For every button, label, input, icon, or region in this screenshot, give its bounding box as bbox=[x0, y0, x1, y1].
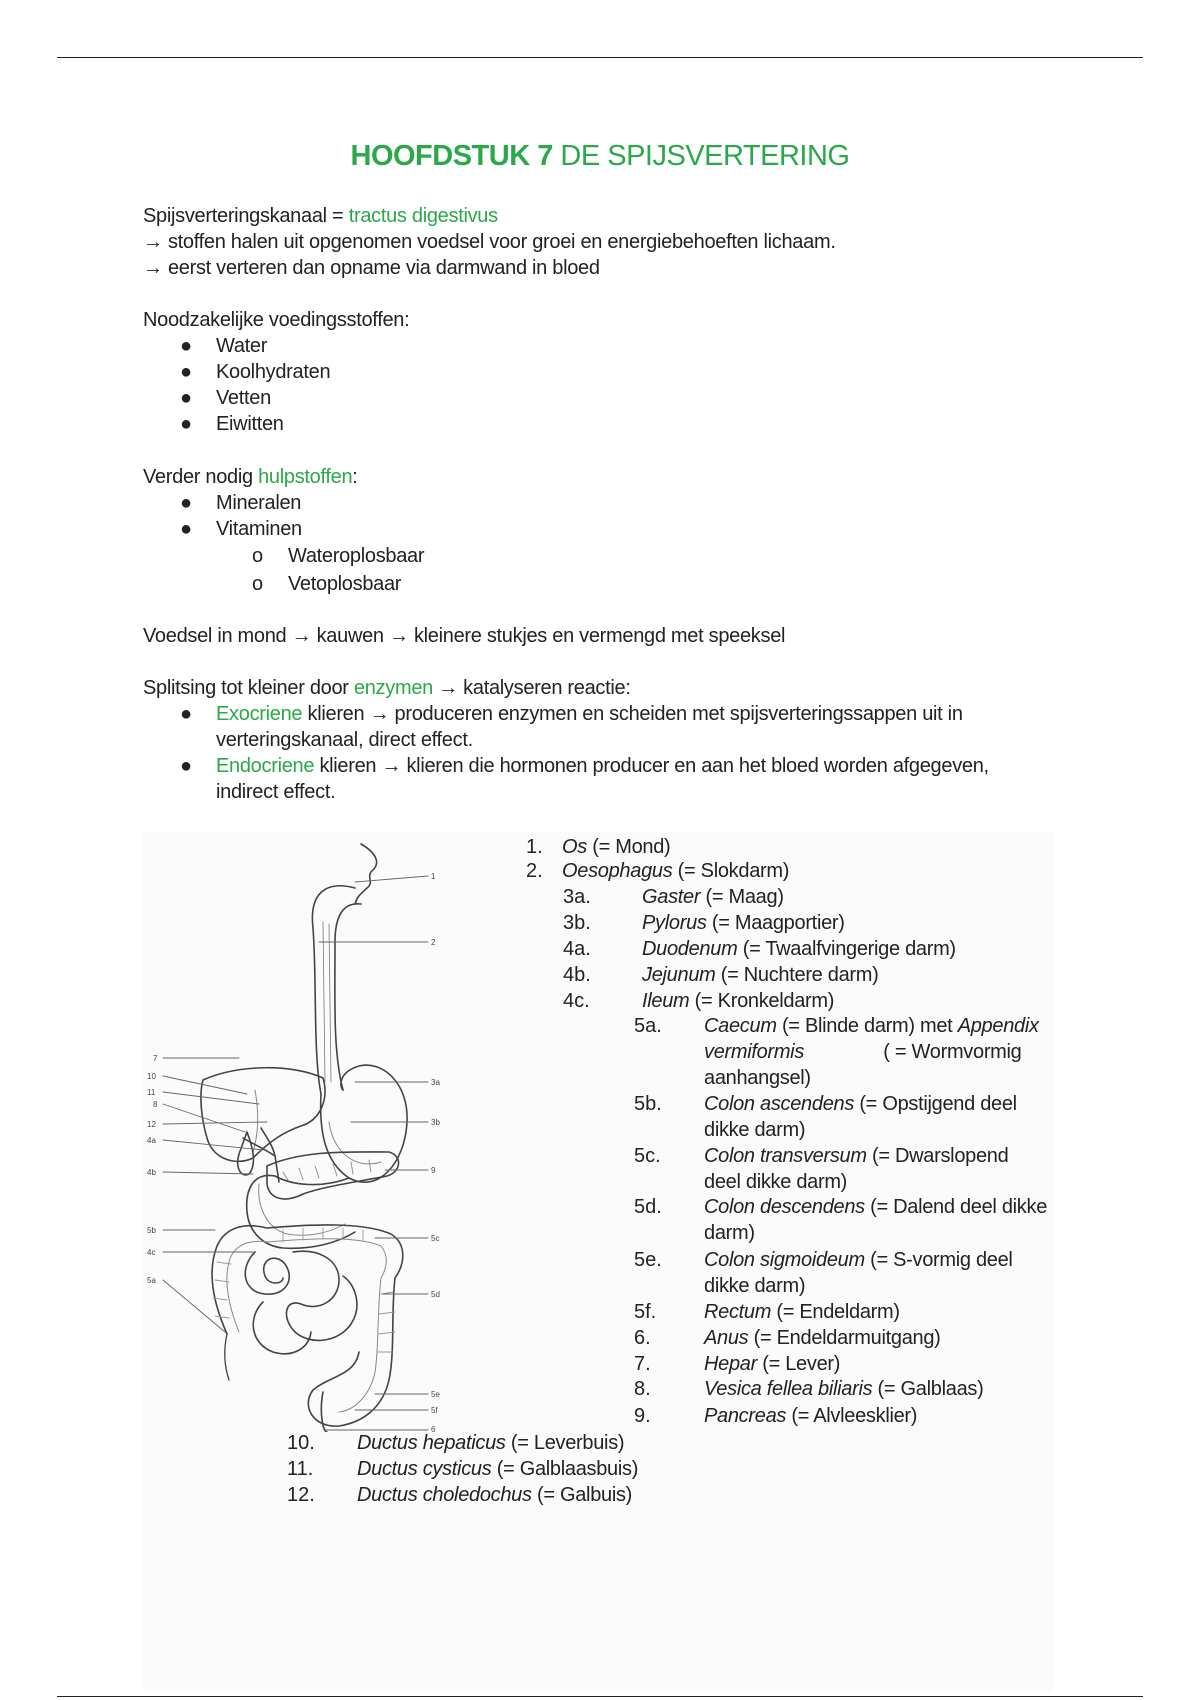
organ-entry bbox=[704, 1194, 1047, 1220]
organ-latin: Duodenum bbox=[642, 938, 738, 960]
intro-line-1: → stoffen halen uit opgenomen voedsel voor groei en energiebehoeften lichaam. bbox=[143, 231, 836, 253]
organ-latin: Os bbox=[562, 836, 587, 858]
organ-dutch: (= Blinde darm) met bbox=[776, 1015, 958, 1037]
organ-entry bbox=[357, 1482, 632, 1508]
organ-latin: Pylorus bbox=[642, 912, 707, 934]
enzymes-pre: Splitsing tot kleiner door bbox=[143, 677, 354, 699]
organ-number: 10. bbox=[287, 1432, 315, 1454]
organ-entry bbox=[704, 1351, 840, 1377]
organ-latin: Anus bbox=[704, 1327, 749, 1349]
diagram-label: 5b bbox=[147, 1226, 156, 1235]
organ-number: 7. bbox=[634, 1353, 651, 1375]
diagram-label: 5c bbox=[431, 1234, 440, 1243]
organ-number: 4c. bbox=[563, 990, 590, 1012]
organ-dutch: (= Kronkeldarm) bbox=[689, 990, 835, 1012]
page-title bbox=[0, 140, 1200, 173]
sub-bullet-icon: o bbox=[252, 545, 264, 567]
diagram-label: 4c bbox=[147, 1248, 156, 1257]
organ-number: 3b. bbox=[563, 912, 591, 934]
organ-dutch: (= Maag) bbox=[700, 886, 784, 908]
organ-dutch: ( = Wormvormig bbox=[878, 1041, 1022, 1063]
organ-latin: Jejunum bbox=[642, 964, 716, 986]
organ-dutch: (= Galblaasbuis) bbox=[491, 1458, 639, 1480]
organ-entry bbox=[562, 834, 670, 860]
organ-number: 5f. bbox=[634, 1301, 657, 1323]
bullet-icon: ● bbox=[180, 518, 193, 540]
mouth-outline bbox=[355, 844, 377, 904]
enzymes-term: enzymen bbox=[353, 677, 433, 699]
organ-latin: Rectum bbox=[704, 1301, 772, 1323]
organ-entry bbox=[357, 1456, 638, 1482]
organ-number: 8. bbox=[634, 1378, 651, 1400]
organ-latin: Ductus choledochus bbox=[357, 1484, 532, 1506]
organ-dutch: (= Twaalfvingerige darm) bbox=[737, 938, 956, 960]
organ-latin: Caecum bbox=[704, 1015, 777, 1037]
organ-entry bbox=[642, 962, 879, 988]
organ-dutch: (= Leverbuis) bbox=[505, 1432, 625, 1454]
organ-dutch: (= Endeldarmuitgang) bbox=[748, 1327, 941, 1349]
organ-latin: Colon descendens bbox=[704, 1196, 865, 1218]
organ-dutch: (= S-vormig deel bbox=[864, 1249, 1013, 1271]
organ-dutch: (= Slokdarm) bbox=[672, 860, 790, 882]
organ-number: 11. bbox=[287, 1458, 314, 1480]
chapter-number: HOOFDSTUK 7 bbox=[350, 140, 553, 172]
mouth-line: Voedsel in mond → kauwen → kleinere stukjes en vermengd met speeksel bbox=[143, 625, 786, 647]
organ-entry bbox=[642, 988, 834, 1014]
diagram-label: 5a bbox=[147, 1276, 156, 1285]
organ-number: 12. bbox=[287, 1484, 315, 1506]
diagram-label: 4b bbox=[147, 1168, 156, 1177]
list-item: Vitaminen bbox=[216, 518, 302, 540]
organ-entry-continued: darm) bbox=[704, 1222, 755, 1244]
organ-dutch: (= Dalend deel dikke bbox=[864, 1196, 1048, 1218]
nutrients-heading: Noodzakelijke voedingsstoffen: bbox=[143, 309, 410, 331]
organ-number: 5d. bbox=[634, 1196, 662, 1218]
organ-dutch: (= Maagportier) bbox=[706, 912, 845, 934]
intro-term: tractus digestivus bbox=[348, 205, 498, 227]
helpers-term: hulpstoffen bbox=[258, 466, 353, 488]
bullet-icon: ● bbox=[180, 361, 193, 383]
enzymes-post: → katalyseren reactie: bbox=[432, 677, 631, 699]
organ-number: 5a. bbox=[634, 1015, 662, 1037]
diagram-label: 8 bbox=[153, 1100, 158, 1109]
organ-latin: Colon sigmoideum bbox=[704, 1249, 865, 1271]
list-item: Vetten bbox=[216, 387, 271, 409]
sub-list-item: Vetoplosbaar bbox=[288, 573, 402, 595]
organ-latin: Oesophagus bbox=[562, 860, 673, 882]
organ-number: 5e. bbox=[634, 1249, 662, 1271]
diagram-label: 3a bbox=[431, 1078, 440, 1087]
organ-entry-continued: dikke darm) bbox=[704, 1119, 806, 1141]
organ-dutch: (= Nuchtere darm) bbox=[715, 964, 879, 986]
organ-entry bbox=[704, 1299, 900, 1325]
sub-bullet-icon: o bbox=[252, 573, 264, 595]
diagram-label: 1 bbox=[431, 872, 436, 881]
helpers-heading bbox=[143, 464, 358, 490]
organ-latin: Gaster bbox=[642, 886, 701, 908]
organ-entry-continued: deel dikke darm) bbox=[704, 1171, 848, 1193]
organ-entry bbox=[704, 1091, 1017, 1117]
organ-entry bbox=[704, 1325, 941, 1351]
organ-latin: Hepar bbox=[704, 1353, 757, 1375]
rectum bbox=[321, 1392, 327, 1432]
organ-number: 5c. bbox=[634, 1145, 661, 1167]
organ-latin: Colon transversum bbox=[704, 1145, 867, 1167]
endocrine-text: klieren → klieren die hormonen producer en aan het bloed worden afgegeven, bbox=[314, 755, 989, 777]
organ-latin: Ileum bbox=[642, 990, 690, 1012]
bullet-icon: ● bbox=[180, 335, 193, 357]
organ-latin: Colon ascendens bbox=[704, 1093, 855, 1115]
esophagus bbox=[312, 886, 355, 1094]
exocrine-line-1 bbox=[216, 701, 963, 727]
organ-entry bbox=[642, 936, 956, 962]
diagram-label: 2 bbox=[431, 938, 436, 947]
organ-entry bbox=[704, 1403, 917, 1429]
organ-dutch: (= Alvleesklier) bbox=[786, 1405, 918, 1427]
organ-number: 1. bbox=[526, 836, 543, 858]
small-intestine bbox=[245, 1251, 357, 1354]
list-item: Mineralen bbox=[216, 492, 302, 514]
bullet-icon: ● bbox=[180, 755, 193, 777]
organ-number: 4a. bbox=[563, 938, 591, 960]
colon bbox=[212, 1225, 403, 1426]
organ-dutch: (= Galblaas) bbox=[872, 1378, 984, 1400]
organ-number: 4b. bbox=[563, 964, 591, 986]
diagram-label: 11 bbox=[147, 1088, 156, 1097]
bullet-icon: ● bbox=[180, 703, 193, 725]
liver bbox=[201, 1068, 325, 1162]
organ-number: 3a. bbox=[563, 886, 591, 908]
exocrine-text: klieren → produceren enzymen en scheiden met spijsverteringssappen uit in bbox=[302, 703, 963, 725]
organ-entry-continued bbox=[704, 1039, 1022, 1065]
organ-latin: Ductus cysticus bbox=[357, 1458, 492, 1480]
sub-list-item: Wateroplosbaar bbox=[288, 545, 425, 567]
enzymes-heading bbox=[143, 675, 631, 701]
organ-entry-continued: dikke darm) bbox=[704, 1275, 806, 1297]
organ-dutch: (= Endeldarm) bbox=[771, 1301, 900, 1323]
organ-entry bbox=[704, 1376, 983, 1402]
organ-dutch: (= Galbuis) bbox=[531, 1484, 633, 1506]
diagram-label: 7 bbox=[153, 1054, 158, 1063]
organ-entry bbox=[704, 1143, 1008, 1169]
organ-entry bbox=[704, 1247, 1013, 1273]
organ-entry bbox=[642, 884, 784, 910]
digestive-system-diagram bbox=[143, 832, 483, 1432]
organ-entry bbox=[357, 1430, 624, 1456]
diagram-label: 5f bbox=[431, 1406, 438, 1415]
organ-latin: Appendix bbox=[957, 1015, 1039, 1037]
chapter-title: DE SPIJSVERTERING bbox=[552, 140, 850, 172]
diagram-label: 5d bbox=[431, 1290, 440, 1299]
list-item: Eiwitten bbox=[216, 413, 284, 435]
top-rule bbox=[57, 57, 1143, 58]
organ-dutch: (= Mond) bbox=[586, 836, 671, 858]
diagram-label: 10 bbox=[147, 1072, 156, 1081]
bullet-icon: ● bbox=[180, 492, 193, 514]
bullet-icon: ● bbox=[180, 413, 193, 435]
organ-entry bbox=[642, 910, 845, 936]
gallbladder bbox=[238, 1132, 254, 1175]
exocrine-term: Exocriene bbox=[216, 703, 303, 725]
diagram-label: 5e bbox=[431, 1390, 440, 1399]
exocrine-line-2: verteringskanaal, direct effect. bbox=[216, 729, 473, 751]
endocrine-line-1 bbox=[216, 753, 989, 779]
organ-entry bbox=[562, 858, 789, 884]
organ-entry-continued: aanhangsel) bbox=[704, 1067, 811, 1089]
intro-definition bbox=[143, 203, 498, 229]
organ-dutch: (= Dwarslopend bbox=[866, 1145, 1009, 1167]
organ-latin: vermiformis bbox=[704, 1041, 805, 1063]
organ-latin: Pancreas bbox=[704, 1405, 787, 1427]
organ-dutch: (= Opstijgend deel bbox=[854, 1093, 1017, 1115]
appendix bbox=[225, 1334, 229, 1380]
organ-number: 6. bbox=[634, 1327, 651, 1349]
endocrine-term: Endocriene bbox=[216, 755, 315, 777]
intro-label: Spijsverteringskanaal = bbox=[143, 205, 349, 227]
bottom-rule bbox=[57, 1696, 1143, 1697]
diagram-label: 4a bbox=[147, 1136, 156, 1145]
endocrine-line-2: indirect effect. bbox=[216, 781, 336, 803]
diagram-label: 9 bbox=[431, 1166, 436, 1175]
intro-line-2: → eerst verteren dan opname via darmwand in bloed bbox=[143, 257, 600, 279]
organ-number: 9. bbox=[634, 1405, 651, 1427]
diagram-label: 6 bbox=[431, 1425, 436, 1432]
organ-latin: Vesica fellea biliaris bbox=[704, 1378, 873, 1400]
pancreas bbox=[267, 1152, 399, 1199]
list-item: Water bbox=[216, 335, 268, 357]
organ-entry bbox=[704, 1013, 1039, 1039]
organ-dutch: (= Lever) bbox=[756, 1353, 841, 1375]
diagram-label: 12 bbox=[147, 1120, 156, 1129]
helpers-heading-pre: Verder nodig bbox=[143, 466, 259, 488]
diagram-label: 3b bbox=[431, 1118, 440, 1127]
list-item: Koolhydraten bbox=[216, 361, 331, 383]
bullet-icon: ● bbox=[180, 387, 193, 409]
organ-latin: Ductus hepaticus bbox=[357, 1432, 506, 1454]
organ-number: 5b. bbox=[634, 1093, 662, 1115]
helpers-heading-post: : bbox=[352, 466, 358, 488]
organ-number: 2. bbox=[526, 860, 543, 882]
